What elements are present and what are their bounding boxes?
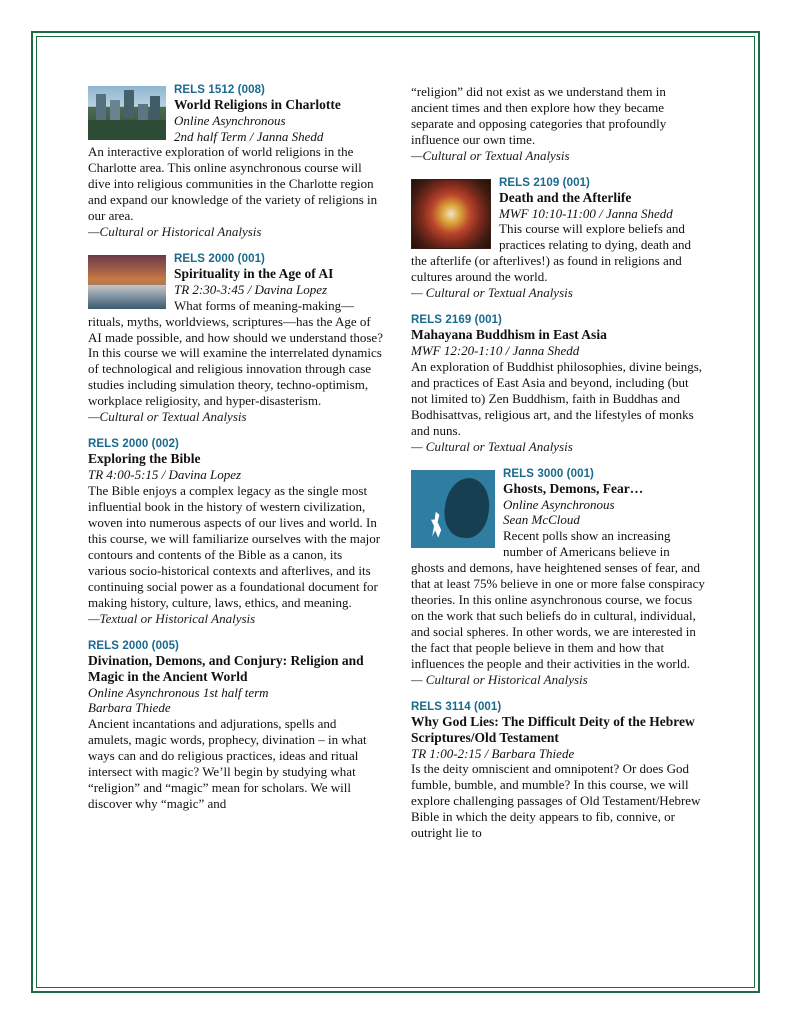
course-description: Recent polls show an increasing number of Americans believe in ghosts and demons, have heightened senses of fear, and that at least 75% believe in one or more false conspiracy theories. In this online asynchronous course, we focus on the work that such beliefs do in cultural, individual, and social spheres. In other words, we are interested in the fact that people believe in them and how that influences the people and their activities in the world. — [411, 527, 705, 671]
course-code: RELS 2000 (002) — [88, 438, 179, 451]
course-catalog-content — [88, 84, 706, 964]
course-code: RELS 2109 (001) — [499, 176, 590, 189]
course-code: RELS 2000 (005) — [88, 639, 179, 652]
course-entry-rels2169 — [411, 314, 706, 454]
course-tagline: — Cultural or Textual Analysis — [411, 285, 573, 301]
course-description: What forms of meaning-making—rituals, myths, worldviews, scriptures—has the Age of AI made possible, and how should we understand those? In this course we will examine the interrelated dynamics of technological and religious innovation through case studies including simulation theory, techno-optimism, workplace religiosity, and hyper-disasterism. — [88, 297, 383, 409]
ghost-silhouette-artwork — [411, 470, 495, 548]
course-description: Is the deity omniscient and omnipotent? Or does God fumble, bumble, and mumble? In this course, we will explore challenging passages of Old Testament/Hebrew Bible in which the deity appears to fib, connive, or outright lie to — [411, 761, 701, 841]
course-mode: Online Asynchronous — [503, 496, 615, 512]
course-entry-continuation — [411, 84, 706, 164]
course-entry-rels2000-005 — [88, 640, 383, 812]
course-code: RELS 2169 (001) — [411, 314, 502, 327]
course-meta: TR 1:00-2:15 / Barbara Thiede — [411, 745, 575, 761]
course-title: Ghosts, Demons, Fear… — [503, 480, 644, 496]
course-title: Why God Lies: The Difficult Deity of the Hebrew Scriptures/Old Testament — [411, 713, 695, 745]
course-tagline: —Textual or Historical Analysis — [88, 610, 256, 626]
course-code: RELS 2000 (001) — [174, 253, 265, 266]
course-description: This course will explore beliefs and practices relating to dying, death and the afterlife (or afterlives!) as found in religions and cultures around the world. — [411, 221, 692, 285]
tibetan-mandala-artwork — [411, 179, 491, 249]
course-meta: MWF 10:10-11:00 / Janna Shedd — [499, 205, 673, 221]
course-description-continued: “religion” did not exist as we understand them in ancient times and then explore how they became separate and opposing categories that profoundly influence our own time. — [411, 84, 667, 147]
column-right — [411, 84, 706, 964]
course-title: World Religions in Charlotte — [174, 97, 341, 112]
course-tagline: —Cultural or Textual Analysis — [88, 409, 247, 425]
course-entry-rels1512 — [88, 84, 383, 240]
course-instructor: Barbara Thiede — [88, 700, 171, 716]
course-tagline: — Cultural or Textual Analysis — [411, 438, 573, 454]
course-mode: Online Asynchronous — [174, 112, 286, 128]
course-title: Spirituality in the Age of AI — [174, 266, 334, 282]
course-tagline: —Cultural or Textual Analysis — [411, 147, 570, 163]
course-meta: TR 2:30-3:45 / Davina Lopez — [174, 281, 328, 297]
course-description: An interactive exploration of world religions in the Charlotte area. This online asynchronous course will dive into religious communities in the Charlotte region and expand our knowledge of the variety of religions in our area. — [88, 144, 378, 224]
course-description: An exploration of Buddhist philosophies, divine beings, and practices of East Asia and beyond, including (but not limited to) Zen Buddhism, faith in Buddhas and Bodhisattvas, religious art, and the lifestyles of monks and nuns. — [411, 358, 703, 438]
course-entry-rels2109 — [411, 177, 706, 301]
course-description: The Bible enjoys a complex legacy as the single most influential book in the history of western civilization, woven into numerous aspects of our lives and world. In this course, we will familiarize ourselves with the major contours and contents of the Bible as a canon, its various socio-historical contexts and afterlives, and its continuing social power as a foundational document for making history, culture, laws, ethics, and meaning. — [88, 482, 381, 610]
course-title: Divination, Demons, and Conjury: Religion and Magic in the Ancient World — [88, 652, 364, 684]
charlotte-skyline-photo — [88, 86, 166, 140]
course-title: Death and the Afterlife — [499, 189, 632, 205]
course-code: RELS 1512 (008) — [174, 84, 265, 96]
course-description: Ancient incantations and adjurations, spells and amulets, magic words, prophecy, divination – in what ways can and do religious practices, ideas and ritual intersect with magic? We’ll begin by studying what “religion” and “magic” mean for scholars. We will discover why “magic” and — [88, 715, 367, 811]
course-meta: MWF 12:20-1:10 / Janna Shedd — [411, 343, 580, 359]
course-meta: TR 4:00-5:15 / Davina Lopez — [88, 467, 242, 483]
column-left — [88, 84, 383, 964]
course-entry-rels2000-002 — [88, 438, 383, 626]
course-entry-rels3114 — [411, 701, 706, 841]
course-title: Exploring the Bible — [88, 451, 201, 467]
course-tagline: — Cultural or Historical Analysis — [411, 671, 588, 687]
course-instructor: Sean McCloud — [503, 512, 580, 528]
course-meta: 2nd half Term / Janna Shedd — [174, 128, 324, 144]
course-tagline: —Cultural or Historical Analysis — [88, 224, 262, 240]
course-code: RELS 3000 (001) — [503, 467, 594, 480]
course-code: RELS 3114 (001) — [411, 700, 502, 713]
ai-landscape-artwork — [88, 255, 166, 309]
course-mode: Online Asynchronous 1st half term — [88, 684, 269, 700]
course-title: Mahayana Buddhism in East Asia — [411, 327, 607, 343]
course-entry-rels2000-001 — [88, 253, 383, 425]
course-entry-rels3000 — [411, 468, 706, 688]
